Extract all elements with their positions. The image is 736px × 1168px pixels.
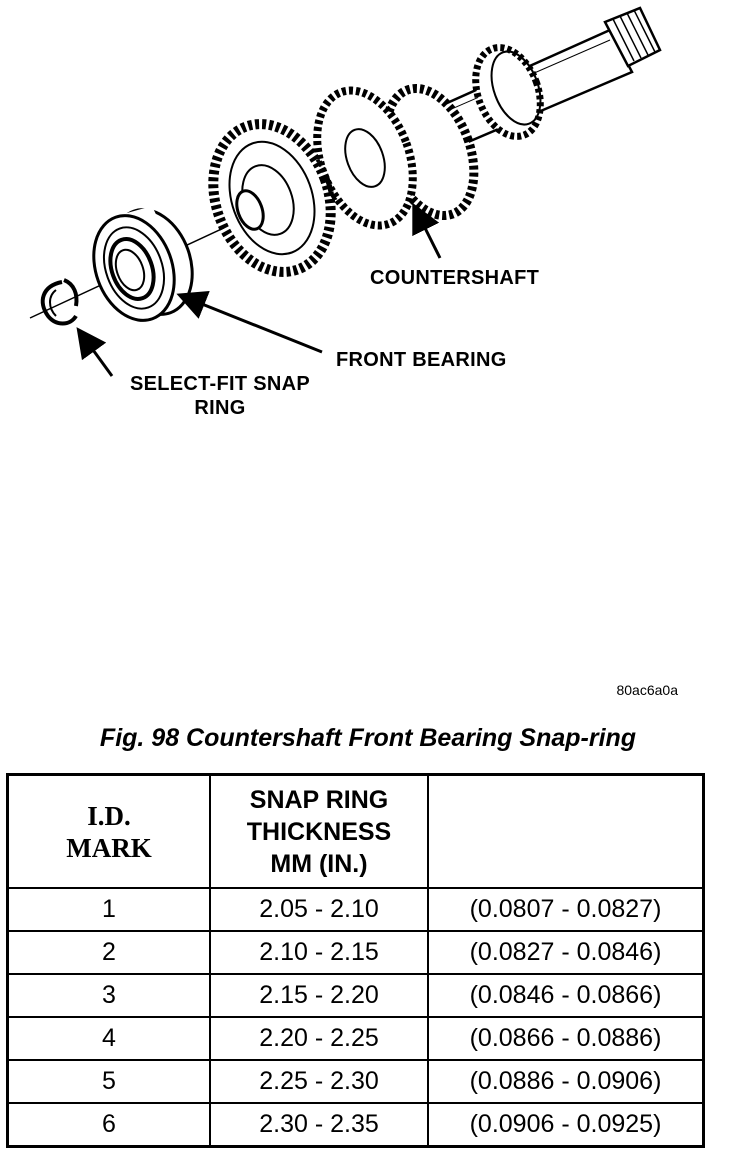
snap-ring-part bbox=[43, 280, 77, 324]
snap-ring-spec-table bbox=[6, 773, 705, 1148]
cell-inch: (0.0846 - 0.0866) bbox=[428, 974, 704, 1017]
table-row bbox=[8, 1103, 704, 1147]
header-id-mark bbox=[8, 775, 211, 889]
figure-code: 80ac6a0a bbox=[616, 682, 678, 698]
snap-ring-label-line1: SELECT-FIT SNAP bbox=[129, 373, 311, 395]
header-id-line2: MARK bbox=[66, 832, 152, 863]
header-thickness-inch bbox=[428, 775, 704, 889]
cell-inch: (0.0827 - 0.0846) bbox=[428, 931, 704, 974]
cell-mm: 2.30 - 2.35 bbox=[210, 1103, 428, 1147]
cell-mm: 2.15 - 2.20 bbox=[210, 974, 428, 1017]
header-mm-line1: SNAP RING bbox=[249, 785, 389, 814]
cell-mm: 2.10 - 2.15 bbox=[210, 931, 428, 974]
cell-id: 1 bbox=[8, 888, 211, 931]
snap-ring-leader bbox=[80, 332, 112, 376]
table-header-row bbox=[8, 775, 704, 889]
cell-mm: 2.05 - 2.10 bbox=[210, 888, 428, 931]
cell-inch: (0.0866 - 0.0886) bbox=[428, 1017, 704, 1060]
header-mm-line3: MM (IN.) bbox=[270, 849, 368, 878]
header-id-line1: I.D. bbox=[87, 800, 131, 831]
countershaft-label: COUNTERSHAFT bbox=[370, 267, 540, 289]
snap-ring-label bbox=[120, 372, 320, 420]
snap-ring-label-line2: RING bbox=[194, 397, 246, 419]
front-bearing-part bbox=[80, 198, 206, 331]
cell-id: 2 bbox=[8, 931, 211, 974]
header-thickness-mm bbox=[210, 775, 428, 889]
header-mm-line2: THICKNESS bbox=[246, 817, 392, 846]
table-row bbox=[8, 888, 704, 931]
front-bearing-label: FRONT BEARING bbox=[336, 349, 507, 371]
cell-inch: (0.0886 - 0.0906) bbox=[428, 1060, 704, 1103]
front-bearing-leader bbox=[182, 296, 322, 352]
table-row bbox=[8, 1060, 704, 1103]
figure-caption: Fig. 98 Countershaft Front Bearing Snap-ring bbox=[99, 724, 637, 752]
cell-id: 5 bbox=[8, 1060, 211, 1103]
cell-inch: (0.0906 - 0.0925) bbox=[428, 1103, 704, 1147]
cell-id: 6 bbox=[8, 1103, 211, 1147]
cell-inch: (0.0807 - 0.0827) bbox=[428, 888, 704, 931]
cell-mm: 2.20 - 2.25 bbox=[210, 1017, 428, 1060]
table-row bbox=[8, 974, 704, 1017]
table-row bbox=[8, 1017, 704, 1060]
cell-mm: 2.25 - 2.30 bbox=[210, 1060, 428, 1103]
table-row bbox=[8, 931, 704, 974]
cell-id: 4 bbox=[8, 1017, 211, 1060]
cell-id: 3 bbox=[8, 974, 211, 1017]
